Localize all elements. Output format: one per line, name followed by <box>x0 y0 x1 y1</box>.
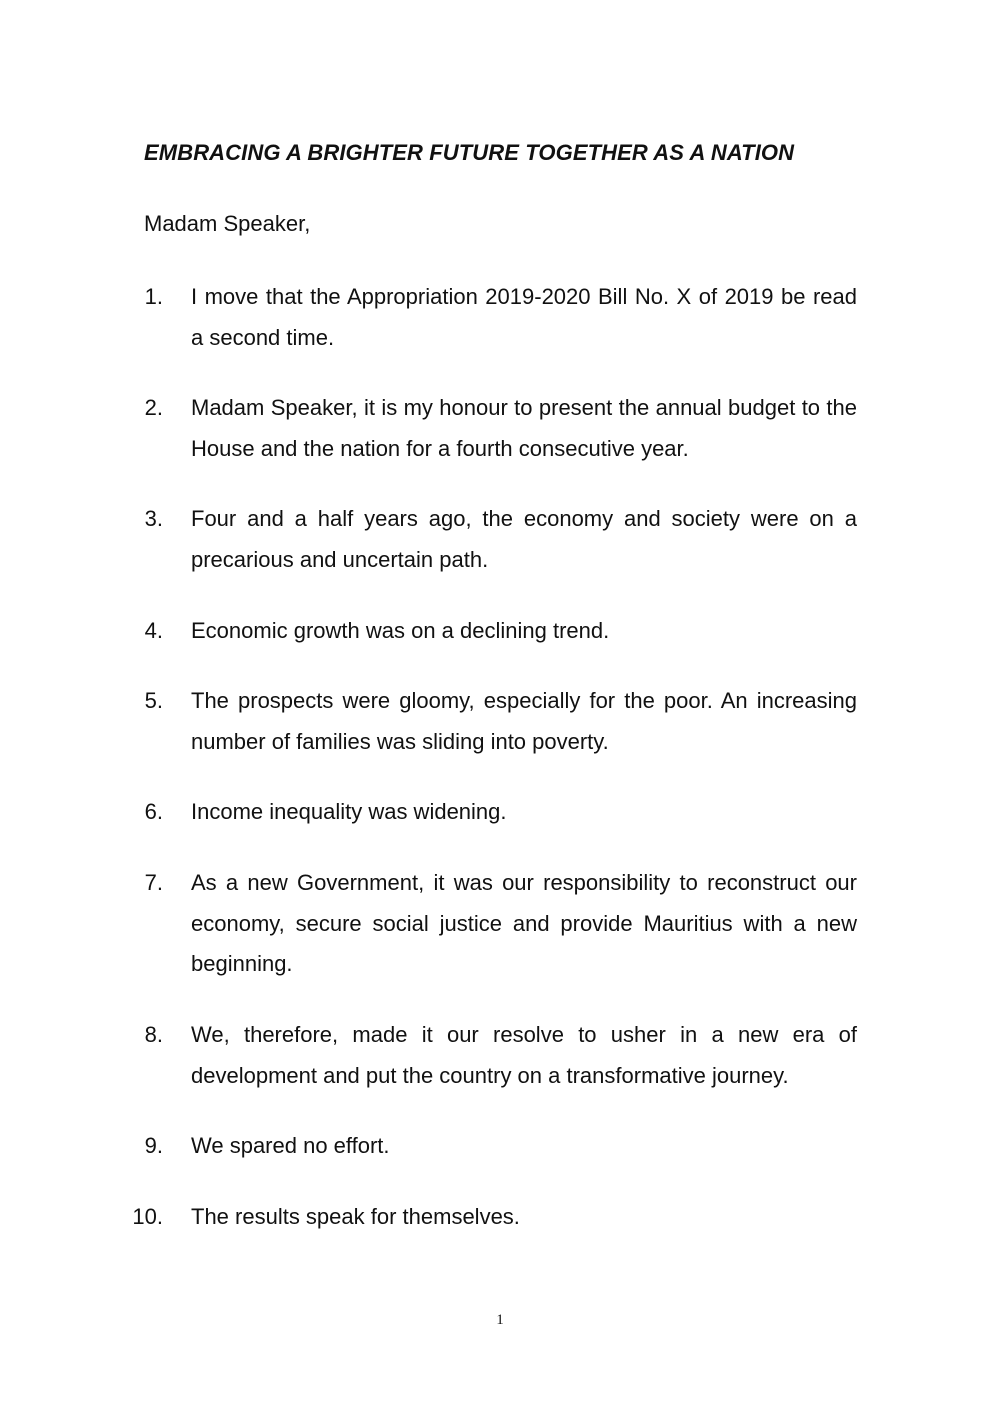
paragraph-number: 2. <box>144 395 163 420</box>
paragraph-number: 6. <box>144 799 163 824</box>
paragraph-number: 4. <box>144 618 163 643</box>
paragraph-text: The results speak for themselves. <box>191 1204 520 1229</box>
paragraph-number: 5. <box>144 688 163 713</box>
paragraph-text: We spared no effort. <box>191 1133 390 1158</box>
salutation: Madam Speaker, <box>144 211 311 236</box>
paragraph-number: 10. <box>132 1204 163 1229</box>
paragraph-text: We, therefore, made it our resolve to usher in a new era of development and put the country on a transformative journey. <box>191 1022 857 1088</box>
page-number: 1 <box>496 1312 504 1328</box>
paragraph-text: As a new Government, it was our responsibility to reconstruct our economy, secure social justice and provide Mauritius with a new beginning. <box>191 870 857 976</box>
paragraph-number: 7. <box>144 870 163 895</box>
paragraph-text: Madam Speaker, it is my honour to present the annual budget to the House and the nation for a fourth consecutive year. <box>191 395 857 461</box>
paragraph-text: Economic growth was on a declining trend. <box>191 618 610 643</box>
paragraph-number: 8. <box>144 1022 163 1047</box>
paragraph-text: I move that the Appropriation 2019-2020 Bill No. X of 2019 be read a second time. <box>191 284 857 350</box>
paragraph-text: The prospects were gloomy, especially for the poor. An increasing number of families was sliding into poverty. <box>191 688 857 754</box>
paragraph-text: Four and a half years ago, the economy and society were on a precarious and uncertain path. <box>191 506 857 572</box>
paragraph-number: 9. <box>144 1133 163 1158</box>
document-title: EMBRACING A BRIGHTER FUTURE TOGETHER AS A NATION <box>144 140 795 165</box>
paragraph-number: 1. <box>144 284 163 309</box>
paragraph-number: 3. <box>144 506 163 531</box>
paragraph-text: Income inequality was widening. <box>191 799 507 824</box>
